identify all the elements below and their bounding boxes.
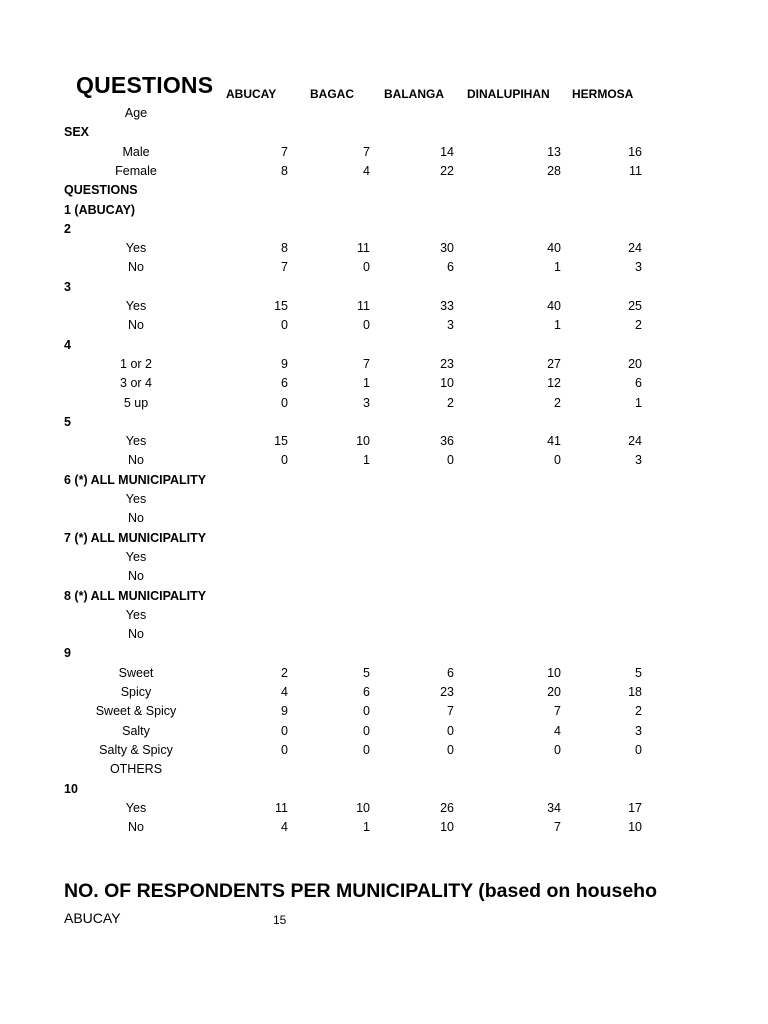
table-cell: 2 (447, 395, 454, 410)
table-cell: 20 (547, 685, 561, 699)
table-cell: 40 (547, 299, 561, 313)
table-row (0, 220, 768, 239)
table-cell: 6 (635, 376, 642, 391)
table-row (0, 413, 768, 432)
row-label: SEX (64, 125, 90, 140)
table-cell: 0 (281, 453, 288, 468)
column-header-bagac: BAGAC (310, 87, 354, 101)
table-cell: 6 (447, 665, 454, 680)
row-label: 2 (64, 221, 71, 236)
table-cell: 11 (357, 241, 370, 256)
row-label: QUESTIONS (64, 183, 138, 198)
table-row (0, 162, 768, 181)
table-cell: 0 (447, 742, 454, 757)
table-cell: 0 (447, 453, 454, 468)
table-cell: 0 (363, 742, 370, 757)
table-cell: 0 (363, 318, 370, 333)
row-label: 5 up (123, 395, 149, 410)
table-cell: 4 (554, 723, 561, 738)
table-cell: 7 (554, 820, 561, 835)
table-cell: 0 (554, 742, 561, 757)
table-cell: 3 (635, 453, 642, 468)
table-cell: 1 (363, 376, 370, 391)
row-label: 7 (*) ALL MUNICIPALITY (64, 530, 207, 545)
row-label: Female (115, 163, 157, 178)
table-row (0, 123, 768, 142)
table-cell: 33 (440, 299, 454, 313)
table-cell: 0 (281, 742, 288, 757)
table-row (0, 529, 768, 548)
table-cell: 10 (356, 434, 370, 449)
table-cell: 15 (274, 434, 288, 449)
table-row (0, 258, 768, 277)
table-cell: 2 (635, 704, 642, 719)
row-label: 1 (ABUCAY) (64, 202, 136, 217)
table-cell: 7 (447, 704, 454, 719)
row-label: No (128, 453, 144, 468)
table-cell: 13 (547, 144, 561, 159)
table-cell: 2 (635, 318, 642, 333)
table-cell: 7 (363, 356, 370, 371)
table-cell: 0 (447, 723, 454, 738)
row-label: 1 or 2 (120, 356, 152, 371)
table-row (0, 278, 768, 297)
table-cell: 11 (629, 163, 642, 178)
table-row (0, 374, 768, 393)
table-cell: 8 (281, 163, 288, 178)
table-cell: 5 (363, 665, 370, 680)
column-header-abucay: ABUCAY (226, 87, 277, 101)
table-row (0, 625, 768, 644)
table-row (0, 490, 768, 509)
table-cell: 11 (357, 299, 370, 313)
table-cell: 4 (363, 163, 370, 178)
table-cell: 11 (275, 800, 288, 815)
table-row (0, 201, 768, 220)
table-row (0, 316, 768, 335)
respondents-count: 15 (273, 913, 287, 927)
table-cell: 34 (547, 800, 561, 815)
table-row (0, 760, 768, 779)
row-label: 6 (*) ALL MUNICIPALITY (64, 472, 207, 487)
table-cell: 2 (281, 665, 288, 680)
row-label: Yes (125, 241, 147, 256)
table-cell: 9 (281, 356, 288, 371)
table-row (0, 336, 768, 355)
table-cell: 27 (547, 356, 561, 371)
table-cell: 4 (281, 820, 288, 835)
row-label: Yes (125, 549, 147, 564)
column-header-balanga: BALANGA (384, 87, 444, 101)
table-cell: 1 (554, 260, 561, 275)
table-cell: 23 (440, 356, 454, 371)
row-label: Yes (125, 800, 147, 815)
table-row (0, 239, 768, 258)
table-row (0, 799, 768, 818)
table-row (0, 471, 768, 490)
table-cell: 36 (440, 434, 454, 449)
table-cell: 15 (274, 299, 288, 313)
row-label: No (128, 260, 144, 275)
table-cell: 10 (440, 376, 454, 391)
row-label: Salty (122, 723, 150, 738)
row-label: 4 (64, 337, 71, 352)
row-label: 3 or 4 (120, 376, 152, 391)
table-cell: 10 (547, 665, 561, 680)
row-label: 10 (64, 781, 78, 796)
table-cell: 7 (554, 704, 561, 719)
row-label: Yes (125, 492, 147, 506)
table-row (0, 664, 768, 683)
table-cell: 0 (363, 260, 370, 275)
table-cell: 10 (628, 820, 642, 835)
table-cell: 24 (628, 434, 642, 449)
row-label: No (128, 511, 144, 526)
table-cell: 4 (281, 685, 288, 699)
table-cell: 7 (281, 260, 288, 275)
table-row (0, 394, 768, 413)
table-cell: 1 (363, 453, 370, 468)
table-row (0, 683, 768, 702)
row-label: Yes (125, 434, 147, 449)
table-row (0, 722, 768, 741)
table-cell: 3 (635, 260, 642, 275)
table-cell: 0 (281, 318, 288, 333)
page-title: QUESTIONS (76, 72, 214, 98)
table-cell: 0 (363, 704, 370, 719)
table-cell: 28 (547, 163, 561, 178)
table-cell: 0 (281, 723, 288, 738)
table-cell: 26 (440, 800, 454, 815)
row-label: Male (122, 144, 150, 159)
table-row (0, 432, 768, 451)
table-cell: 10 (440, 820, 454, 835)
table-cell: 16 (628, 144, 642, 159)
row-label: 5 (64, 414, 71, 429)
row-label: 3 (64, 279, 71, 294)
respondents-municipality: ABUCAY (64, 910, 121, 926)
table-cell: 9 (281, 704, 288, 719)
table-cell: 22 (440, 163, 454, 178)
table-row (0, 702, 768, 721)
table-cell: 0 (635, 742, 642, 757)
row-label: OTHERS (109, 762, 163, 777)
table-cell: 14 (440, 144, 454, 159)
table-row (0, 644, 768, 663)
row-label: Yes (125, 607, 147, 622)
table-row (0, 587, 768, 606)
table-row (0, 548, 768, 567)
table-row (0, 355, 768, 374)
table-cell: 0 (281, 395, 288, 410)
table-cell: 8 (281, 241, 288, 256)
table-cell: 18 (628, 685, 642, 699)
table-cell: 3 (447, 318, 454, 333)
row-label: Sweet & Spicy (95, 704, 177, 719)
table-row (0, 606, 768, 625)
column-header-hermosa: HERMOSA (572, 87, 634, 101)
table-row (0, 509, 768, 528)
table-cell: 6 (281, 376, 288, 391)
row-label: Age (124, 106, 148, 120)
table-cell: 25 (628, 299, 642, 313)
table-row (0, 780, 768, 799)
table-cell: 0 (554, 453, 561, 468)
table-cell: 6 (447, 260, 454, 275)
table-row (0, 104, 768, 123)
table-row (0, 297, 768, 316)
table-cell: 40 (547, 241, 561, 256)
table-cell: 3 (635, 723, 642, 738)
table-cell: 17 (628, 800, 642, 815)
table-cell: 1 (363, 820, 370, 835)
table-row (0, 143, 768, 162)
table-cell: 1 (635, 395, 642, 410)
table-cell: 30 (440, 241, 454, 256)
table-row (0, 741, 768, 760)
table-cell: 20 (628, 356, 642, 371)
row-label: No (128, 820, 144, 835)
table-cell: 10 (356, 800, 370, 815)
table-cell: 7 (363, 144, 370, 159)
table-cell: 2 (554, 395, 561, 410)
row-label: 8 (*) ALL MUNICIPALITY (64, 588, 207, 603)
table-row (0, 181, 768, 200)
table-cell: 0 (363, 723, 370, 738)
table-row (0, 567, 768, 586)
table-cell: 24 (628, 241, 642, 256)
row-label: 9 (64, 646, 71, 661)
row-label: No (128, 627, 144, 642)
table-cell: 1 (554, 318, 561, 333)
respondents-heading: NO. OF RESPONDENTS PER MUNICIPALITY (based on househo (64, 880, 657, 902)
row-label: Sweet (118, 665, 154, 680)
row-label: No (128, 318, 144, 333)
table-cell: 41 (547, 434, 561, 449)
table-cell: 5 (635, 665, 642, 680)
table-cell: 7 (281, 144, 288, 159)
table-cell: 23 (440, 685, 454, 699)
row-label: Spicy (120, 685, 152, 699)
table-row (0, 818, 768, 837)
column-header-dinalupihan: DINALUPIHAN (467, 87, 550, 101)
table-cell: 6 (363, 685, 370, 699)
row-label: Salty & Spicy (99, 742, 173, 757)
table-cell: 3 (363, 395, 370, 410)
row-label: Yes (125, 299, 147, 313)
table-cell: 12 (547, 376, 561, 391)
row-label: No (128, 569, 144, 584)
table-row (0, 451, 768, 470)
